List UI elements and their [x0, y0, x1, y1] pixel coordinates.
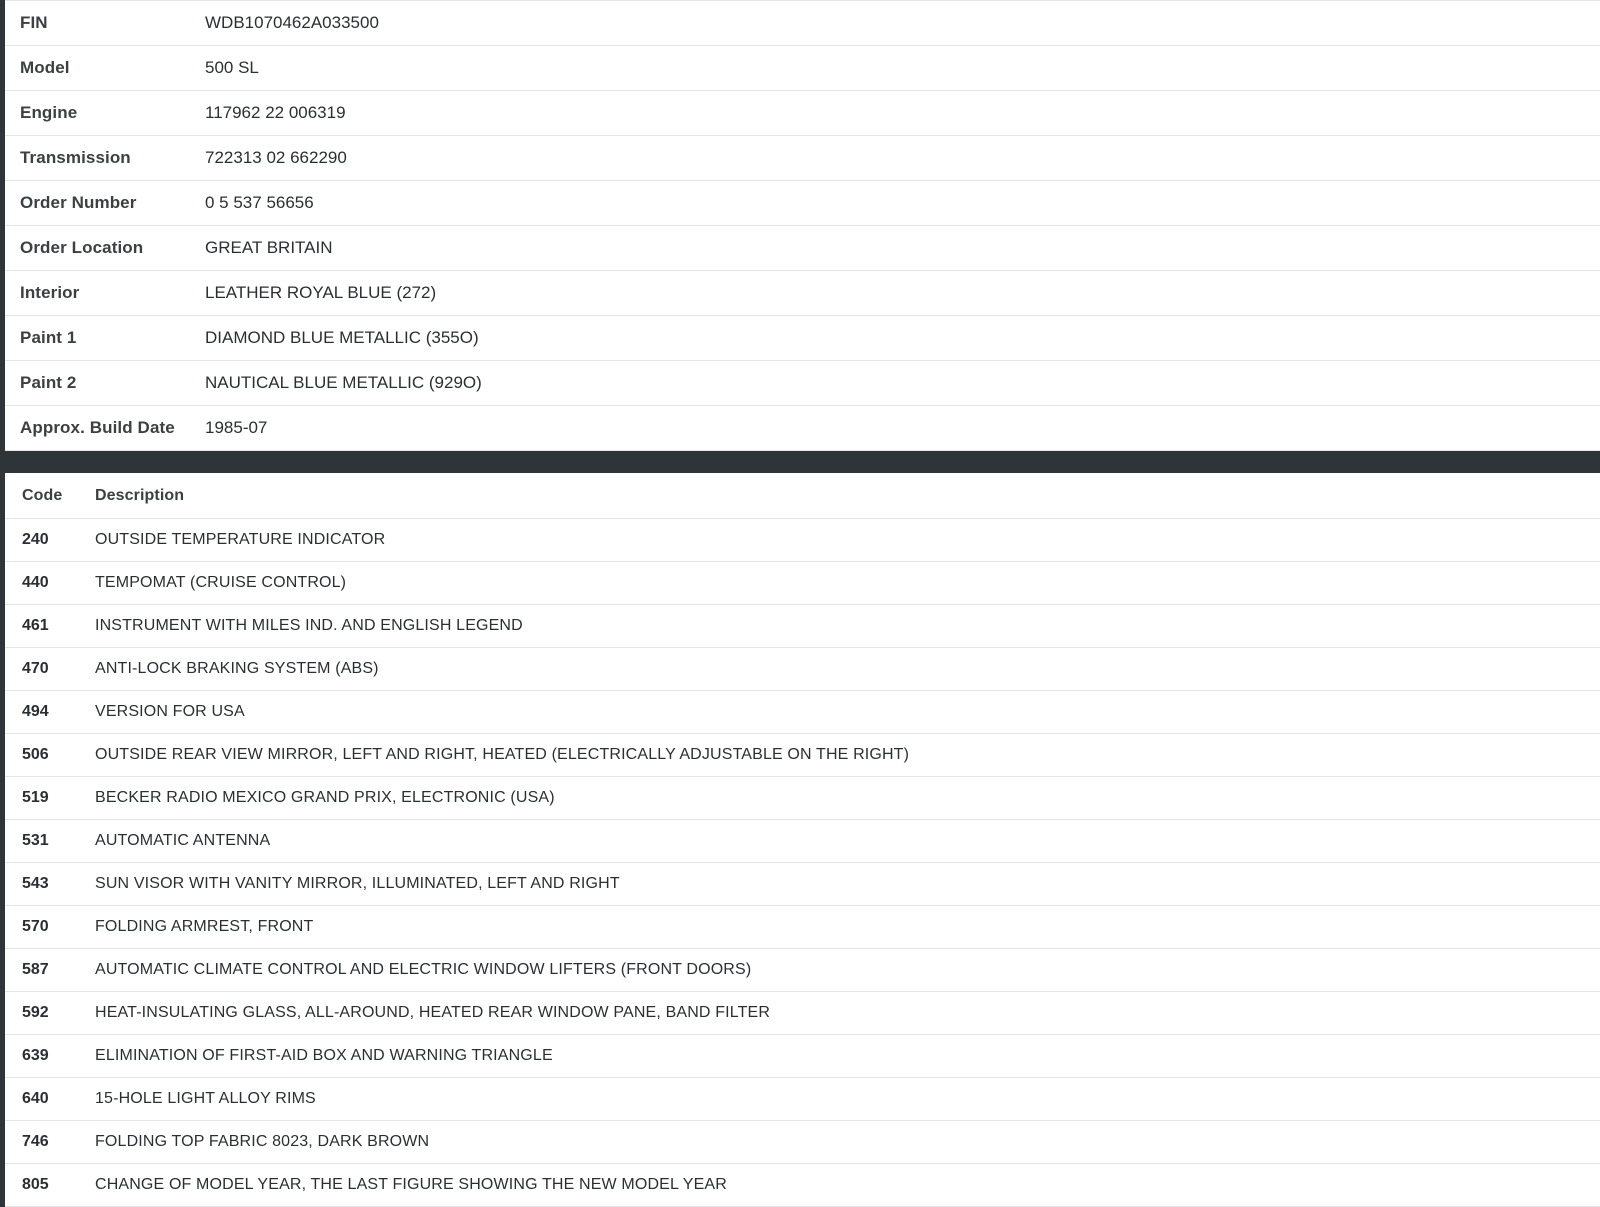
- table-row: [0, 906, 1600, 949]
- cell-code: 640: [22, 1090, 49, 1107]
- spec-label: Order Location: [20, 238, 144, 257]
- table-row: [0, 1035, 1600, 1078]
- spec-row: [0, 316, 1600, 361]
- cell-code: 570: [22, 918, 49, 935]
- option-codes-table: [0, 473, 1600, 1207]
- cell-description: BECKER RADIO MEXICO GRAND PRIX, ELECTRONIC (USA): [95, 789, 555, 806]
- spec-label: Model: [20, 58, 70, 77]
- cell-description: OUTSIDE REAR VIEW MIRROR, LEFT AND RIGHT, HEATED (ELECTRICALLY ADJUSTABLE ON THE RIGHT): [95, 746, 910, 763]
- cell-description: SUN VISOR WITH VANITY MIRROR, ILLUMINATED, LEFT AND RIGHT: [95, 875, 620, 892]
- spec-label: Paint 2: [20, 373, 77, 392]
- column-header-code: Code: [22, 487, 63, 504]
- spec-value: GREAT BRITAIN: [205, 238, 333, 257]
- spec-row: [0, 46, 1600, 91]
- cell-code: 461: [22, 617, 49, 634]
- cell-description: FOLDING TOP FABRIC 8023, DARK BROWN: [95, 1133, 430, 1150]
- spec-value: 117962 22 006319: [205, 103, 346, 122]
- cell-description: VERSION FOR USA: [95, 703, 245, 720]
- spec-value: LEATHER ROYAL BLUE (272): [205, 283, 437, 302]
- left-accent-rail: [0, 0, 5, 1207]
- cell-code: 587: [22, 961, 49, 978]
- spec-label: Engine: [20, 103, 78, 122]
- table-row: [0, 1078, 1600, 1121]
- spec-value: WDB1070462A033500: [205, 13, 379, 32]
- cell-code: 494: [22, 703, 49, 720]
- cell-code: 746: [22, 1133, 49, 1150]
- cell-code: 805: [22, 1176, 49, 1193]
- spec-label: Approx. Build Date: [20, 418, 175, 437]
- spec-label: FIN: [20, 13, 48, 32]
- spec-row: [0, 361, 1600, 406]
- spec-row: [0, 181, 1600, 226]
- spec-label: Order Number: [20, 193, 137, 212]
- cell-description: AUTOMATIC ANTENNA: [95, 832, 271, 849]
- spec-value: DIAMOND BLUE METALLIC (355O): [205, 328, 479, 347]
- cell-description: ELIMINATION OF FIRST-AID BOX AND WARNING TRIANGLE: [95, 1047, 553, 1064]
- spec-value: NAUTICAL BLUE METALLIC (929O): [205, 373, 482, 392]
- table-row: [0, 648, 1600, 691]
- cell-description: HEAT-INSULATING GLASS, ALL-AROUND, HEATED REAR WINDOW PANE, BAND FILTER: [95, 1004, 771, 1021]
- cell-code: 519: [22, 789, 49, 806]
- cell-code: 531: [22, 832, 49, 849]
- spec-value: 500 SL: [205, 58, 259, 77]
- cell-code: 639: [22, 1047, 49, 1064]
- table-row: [0, 519, 1600, 562]
- cell-code: 440: [22, 574, 49, 591]
- table-row: [0, 691, 1600, 734]
- column-header-description: Description: [95, 487, 185, 504]
- table-row: [0, 949, 1600, 992]
- cell-code: 240: [22, 531, 49, 548]
- table-row: [0, 820, 1600, 863]
- cell-description: OUTSIDE TEMPERATURE INDICATOR: [95, 531, 386, 548]
- spec-label: Interior: [20, 283, 80, 302]
- table-header-row: [0, 473, 1600, 519]
- table-row: [0, 992, 1600, 1035]
- table-row: [0, 734, 1600, 777]
- spec-row: [0, 406, 1600, 451]
- spec-row: [0, 226, 1600, 271]
- cell-description: INSTRUMENT WITH MILES IND. AND ENGLISH LEGEND: [95, 617, 523, 634]
- spec-row: [0, 91, 1600, 136]
- table-row: [0, 1121, 1600, 1164]
- table-row: [0, 605, 1600, 648]
- spec-value: 1985-07: [205, 418, 268, 437]
- spec-value: 722313 02 662290: [205, 148, 347, 167]
- table-row: [0, 1164, 1600, 1207]
- cell-description: ANTI-LOCK BRAKING SYSTEM (ABS): [95, 660, 379, 677]
- cell-description: AUTOMATIC CLIMATE CONTROL AND ELECTRIC WINDOW LIFTERS (FRONT DOORS): [95, 961, 752, 978]
- cell-code: 592: [22, 1004, 49, 1021]
- spec-value: 0 5 537 56656: [205, 193, 314, 212]
- section-divider-bar: [0, 451, 1600, 473]
- table-row: [0, 562, 1600, 605]
- cell-code: 543: [22, 875, 49, 892]
- spec-row: [0, 271, 1600, 316]
- option-codes-section: [0, 473, 1600, 1207]
- table-row: [0, 863, 1600, 906]
- spec-row: [0, 1, 1600, 46]
- cell-description: FOLDING ARMREST, FRONT: [95, 918, 314, 935]
- cell-description: 15-HOLE LIGHT ALLOY RIMS: [95, 1090, 316, 1107]
- vehicle-spec-table: [0, 0, 1600, 451]
- table-row: [0, 777, 1600, 820]
- spec-label: Transmission: [20, 148, 131, 167]
- spec-row: [0, 136, 1600, 181]
- cell-code: 470: [22, 660, 49, 677]
- cell-description: TEMPOMAT (CRUISE CONTROL): [95, 574, 347, 591]
- cell-code: 506: [22, 746, 49, 763]
- spec-label: Paint 1: [20, 328, 77, 347]
- cell-description: CHANGE OF MODEL YEAR, THE LAST FIGURE SHOWING THE NEW MODEL YEAR: [95, 1176, 727, 1193]
